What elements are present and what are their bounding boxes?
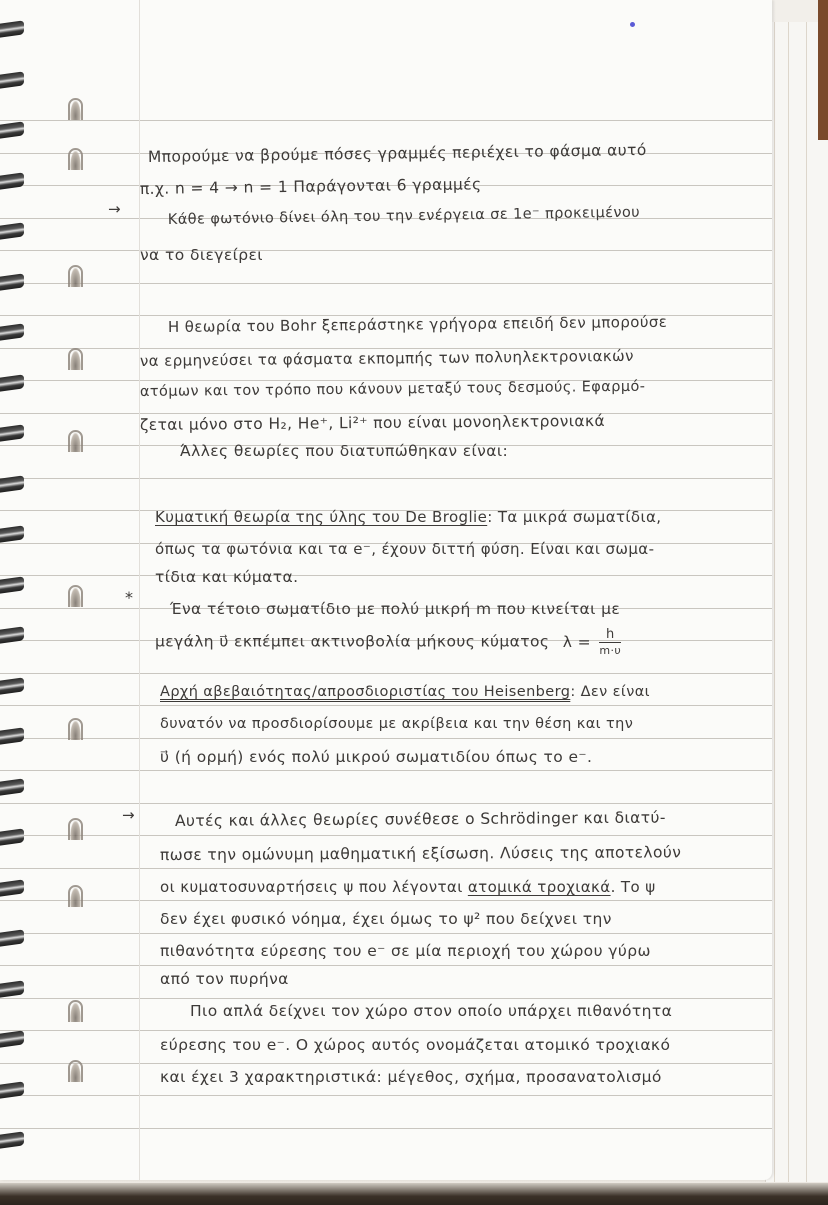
spiral-coil [0,1131,24,1148]
rule-line [0,478,772,479]
rule-line [0,250,772,251]
spiral-coil [0,576,24,593]
spiral-coil [0,778,24,795]
punch-hole [68,265,83,287]
rule-line [0,1128,772,1129]
spiral-coil [0,727,24,744]
rule-line [0,868,772,869]
fraction [599,628,621,656]
note-line: ζεται μόνο στο H₂, He⁺, Li²⁺ που είναι μονοηλεκτρονιακά [139,411,606,434]
note-line: τίδια και κύματα. [155,568,299,586]
spiral-coil [0,121,24,138]
punch-hole [68,718,83,740]
rule-line [0,965,772,966]
rule-line [0,673,772,674]
rule-line [0,770,772,771]
spiral-binding [0,0,30,1205]
spiral-coil [0,323,24,340]
note-line: από τον πυρήνα [160,970,289,988]
rule-line [0,1030,772,1031]
note-line [160,684,650,700]
rule-line [0,1063,772,1064]
note-text: μεγάλη υ⃗ εκπέμπει ακτινοβολία μήκους κύματος [155,632,550,651]
note-text: . Το ψ [610,878,656,896]
spiral-coil [0,20,24,37]
punch-hole [68,148,83,170]
rule-line [0,933,772,934]
note-text: οι κυματοσυναρτήσεις ψ που λέγονται [160,878,468,896]
spiral-coil [0,677,24,694]
spiral-coil [0,273,24,290]
punch-hole [68,348,83,370]
rule-line [0,900,772,901]
note-line: Άλλες θεωρίες που διατυπώθηκαν είναι: [180,442,509,460]
fraction-numerator: h [599,628,621,643]
rule-line [0,705,772,706]
note-line: να ερμηνεύσει τα φάσματα εκπομπής των πολυηλεκτρονιακών [139,346,634,370]
desk-edge [818,0,828,140]
page-stack [765,22,828,1182]
rule-line [0,998,772,999]
stray-ink-dot [630,22,635,27]
spiral-coil [0,828,24,845]
spiral-coil [0,626,24,643]
arrow-mark: → [122,806,135,824]
spiral-coil [0,374,24,391]
punch-hole [68,1000,83,1022]
spiral-coil [0,525,24,542]
punch-hole [68,98,83,120]
note-line: δυνατόν να προσδιορίσουμε με ακρίβεια και την θέση και την [160,716,634,732]
rule-line [0,738,772,739]
spiral-coil [0,929,24,946]
spiral-coil [0,879,24,896]
spiral-coil [0,980,24,997]
note-line: να το διεγείρει [140,246,263,264]
note-line: Μπορούμε να βρούμε πόσες γραμμές περιέχει το φάσμα αυτό [147,141,647,166]
spiral-coil [0,475,24,492]
note-line: Κάθε φωτόνιο δίνει όλη του την ενέργεια σε 1e⁻ προκειμένου [167,204,641,228]
note-line: πιθανότητα εύρεσης του e⁻ σε μία περιοχή του χώρου γύρω [160,942,651,960]
rule-line [0,835,772,836]
note-text: : Τα μικρά σωματίδια, [487,508,662,526]
note-line: πωσε την ομώνυμη μαθηματική εξίσωση. Λύσεις της αποτελούν [159,843,682,864]
rule-line [0,120,772,121]
margin-line [139,0,140,1180]
arrow-mark: → [108,200,121,218]
note-line [155,508,661,526]
note-line: π.χ. n = 4 → n = 1 Παράγονται 6 γραμμές [139,175,482,198]
note-line: υ⃗ (ή ορμή) ενός πολύ μικρού σωματιδίου όπως το e⁻. [160,748,593,766]
spiral-coil [0,172,24,189]
spiral-coil [0,1081,24,1098]
rule-line [0,283,772,284]
punch-hole [68,818,83,840]
spiral-coil [0,424,24,441]
note-line: δεν έχει φυσικό νόημα, έχει όμως το ψ² που δείχνει την [160,910,612,928]
note-line: Αυτές και άλλες θεωρίες συνέθεσε ο Schrödinger και διατύ- [174,808,666,830]
spiral-coil [0,1030,24,1047]
note-line: Η θεωρία του Bohr ξεπεράστηκε γρήγορα επειδή δεν μπορούσε [167,312,668,336]
formula-lhs: λ = [562,632,592,651]
rule-line [0,1095,772,1096]
fraction-denominator: m·υ [599,644,622,657]
note-line [155,628,621,656]
note-line [160,878,656,896]
note-text: : Δεν είναι [570,684,650,700]
punch-hole [68,1060,83,1082]
wavelength-formula [562,627,622,657]
rule-line [0,803,772,804]
punch-hole [68,430,83,452]
section-heading-heisenberg: Αρχή αβεβαιότητας/απροσδιοριστίας του Heisenberg [160,684,571,700]
note-line: Ένα τέτοιο σωματίδιο με πολύ μικρή m που κινείται με [170,600,621,618]
punch-hole [68,585,83,607]
note-line: όπως τα φωτόνια και τα e⁻, έχουν διττή φύση. Είναι και σωμα- [155,540,655,558]
underlined-term: ατομικά τροχιακά [467,878,611,896]
note-line: ατόμων και τον τρόπο που κάνουν μεταξύ τους δεσμούς. Εφαρμό- [139,378,646,400]
desk-bottom-edge [0,1183,828,1205]
note-line: και έχει 3 χαρακτηριστικά: μέγεθος, σχήμα, προσανατολισμό [160,1068,662,1086]
rule-line [0,575,772,576]
note-line: εύρεσης του e⁻. Ο χώρος αυτός ονομάζεται ατομικό τροχιακό [160,1036,671,1054]
punch-hole [68,885,83,907]
spiral-coil [0,71,24,88]
spiral-coil [0,222,24,239]
star-mark: * [125,588,134,607]
note-line: Πιο απλά δείχνει τον χώρο στον οποίο υπάρχει πιθανότητα [190,1002,673,1020]
section-heading-debroglie: Κυματική θεωρία της ύλης του De Broglie [155,508,488,526]
